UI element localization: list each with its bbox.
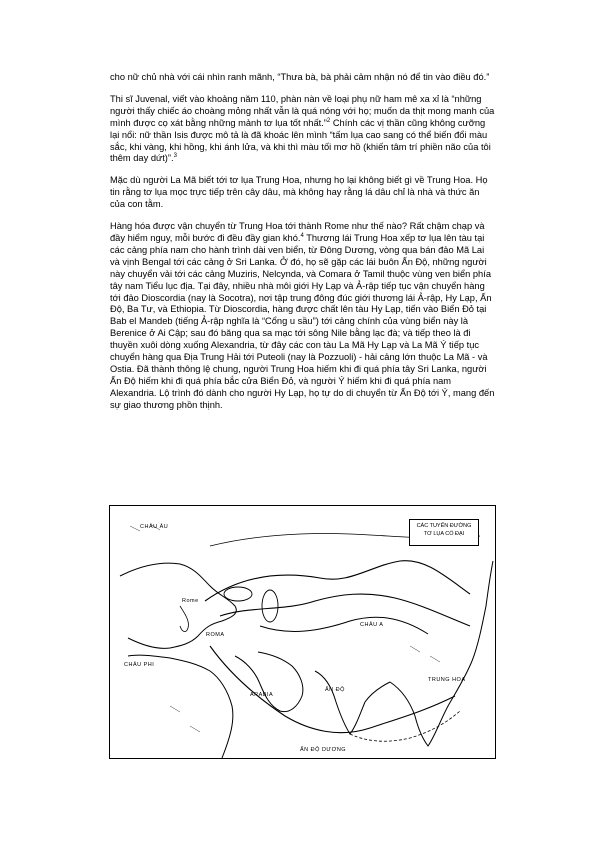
paragraph-3-text: Mặc dù người La Mã biết tới tơ lụa Trung Hoa, nhưng họ lại không biết gì về Trung Hoa. Họ tin rằng tơ lụa mọc trực tiếp trên cây dâu, mà không hay rằng lá dâu chỉ là nhà và thức ăn của con tằm.: [110, 175, 488, 210]
legend-line-2: TƠ LỤA CỔ ĐẠI: [423, 531, 465, 537]
map-hatching: [130, 524, 440, 732]
footnote-ref-2[interactable]: 2: [326, 117, 331, 124]
paragraph-4-text-cont: Thương lái Trung Hoa xếp tơ lụa lên tàu tại các cảng phía nam cho hành trình dài ven biển, từ Đông Dương, vòng qua bán đảo Mã Lai và vịnh Bengal tới các cảng ở Sri Lanka. Ở đó, họ sẽ gặp các lái buôn Ấn Độ, những người này chuyển vải tới các cảng Muziris, Nelcynda, và Comara ở Tamil thuộc vùng ven biển phía tây nam Tiểu lục địa. Tại đây, nhiều nhà môi giới Hy Lạp và Ả-rập tiếp tục vận chuyển hàng tới đảo Dioscordia (nay là Socotra), nơi tập trung đông đúc giới thương lái Ả-rập, Hy Lạp, Ấn Độ, Ba Tư, và Ethiopia. Từ Dioscordia, hàng được chất lên tàu Hy Lạp, tiến vào Biển Đỏ tại Bab el Mandeb (tiếng Ả-rập nghĩa là “Cổng u sầu”) tới cảng chính của vùng biển này là Berenice ở Ai Cập; sau đó băng qua sa mạc tới sông Nile bằng lạc đà; và tiếp theo là đi thuyền xuôi dòng xuống Alexandria, từ đây các con tàu La Mã Hy Lạp và La Mã Ý tiếp tục chuyển hàng qua Địa Trung Hải tới Puteoli (nay là Pozzuoli) - hải cảng lớn thuộc La Mã - và Ostia. Đã thành thông lệ chung, người Trung Hoa hiếm khi đi quá phía tây Sri Lanka, người Ấn Độ hiếm khi đi quá phía bắc cửa Biển Đỏ, và người Ý hiếm khi đi quá phía nam Alexandria. Lộ trình đó dành cho người Hy Lạp, họ tự do di chuyển từ Ấn Độ tới Ý, mang đến sự giao thương phồn thịnh.: [110, 232, 495, 410]
coastline-arabia: [235, 652, 303, 712]
silk-road-map: [109, 505, 496, 759]
paragraph-3: [110, 175, 495, 211]
label-arabia: ARABIA: [250, 692, 274, 698]
footnote-ref-3[interactable]: 3: [173, 153, 177, 160]
paragraph-4: [110, 221, 495, 412]
paragraph-1-text: cho nữ chủ nhà với cái nhìn ranh mãnh, “Thưa bà, bà phải cảm nhận nó để tin vào điều đó.”: [110, 72, 490, 82]
map-legend: [409, 519, 479, 546]
route-land-south: [260, 617, 428, 634]
label-india: ẤN ĐỘ: [325, 687, 345, 693]
footnote-ref-4[interactable]: 4: [300, 232, 304, 239]
label-china: TRUNG HOA: [428, 677, 466, 683]
caspian-sea: [262, 590, 278, 622]
label-indian-ocean: ẤN ĐỘ DƯƠNG: [300, 747, 347, 753]
coastline-italy: [180, 606, 188, 632]
paragraph-2-text-cont: Chính các vị thần cũng không cưỡng lại nổi: nữ thần Isis được mô tả là đã khoác lên mình “tấm lụa cao sang có thể biến đổi màu sắc, khi vàng, khi hồng, khi ánh lửa, và khi thì màu tối mơ hồ (khiến tâm trí phiền não của tôi thêm day dứt)”.: [110, 117, 491, 164]
label-europe: CHÂU ÂU: [140, 524, 169, 530]
route-land-middle: [220, 594, 470, 626]
paragraph-2: [110, 94, 495, 165]
legend-line-1: CÁC TUYẾN ĐƯỜNG: [416, 523, 472, 529]
paragraph-2-text: Thi sĩ Juvenal, viết vào khoảng năm 110, phàn nàn về loại phụ nữ ham mê xa xỉ là “những người thấy chiếc áo choàng mỏng nhất vẫn là quá nóng với họ; muốn da thịt mong manh của mình được cọ xát bằng những mảnh tơ lụa tốt nhất.”: [110, 93, 495, 128]
label-africa: CHÂU PHI: [124, 662, 155, 668]
label-asia: CHÂU A: [360, 622, 384, 628]
black-sea: [224, 587, 252, 601]
coastline-asia-east: [390, 561, 493, 746]
route-land-north: [205, 561, 470, 601]
label-roma: ROMA: [206, 632, 225, 638]
label-rome: Rome: [182, 598, 199, 604]
paragraph-4-text: Hàng hóa được vận chuyển từ Trung Hoa tới thành Rome như thế nào? Rất chậm chạp và đầy hiểm nguy, mỗi bước đi đều đầy gian khó.: [110, 221, 485, 243]
document-body: [110, 72, 495, 422]
coastline-africa: [128, 655, 233, 758]
paragraph-1: [110, 72, 495, 84]
